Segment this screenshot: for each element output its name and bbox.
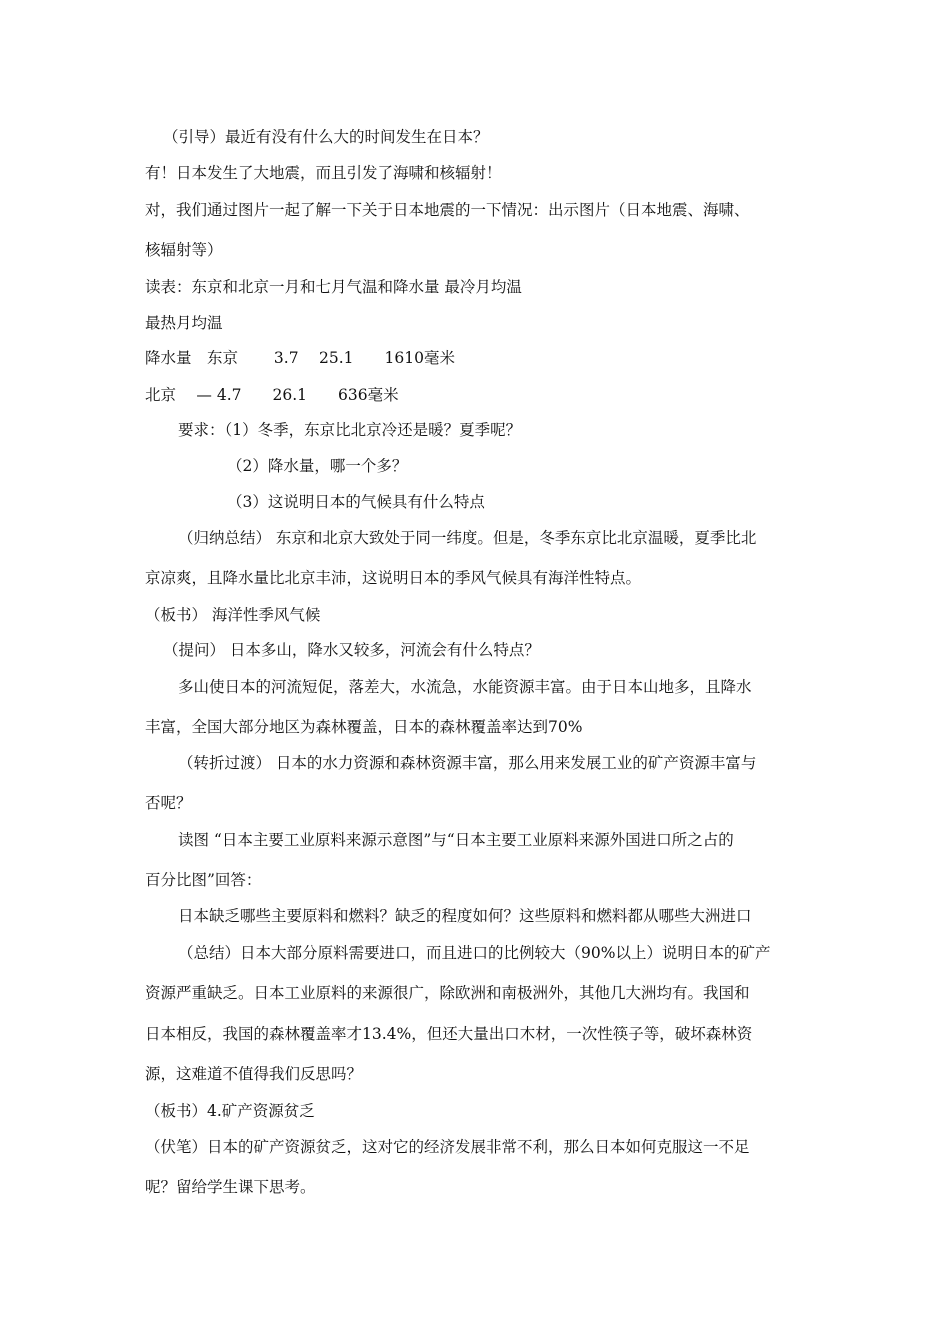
text-line: （伏笔）日本的矿产资源贫乏，这对它的经济发展非常不利，那么日本如何克服这一不足 [145, 1138, 750, 1156]
text-line: （板书）4.矿产资源贫乏 [145, 1102, 315, 1120]
text-line: 丰富，全国大部分地区为森林覆盖，日本的森林覆盖率达到70% [145, 718, 583, 736]
text-line: 读表：东京和北京一月和七月气温和降水量 最冷月均温 [145, 278, 522, 296]
text-line: 京凉爽，且降水量比北京丰沛，这说明日本的季风气候具有海洋性特点。 [145, 569, 642, 587]
text-line: 日本相反，我国的森林覆盖率才13.4%，但还大量出口木材，一次性筷子等，破坏森林资 [145, 1025, 753, 1043]
text-line: 北京 — 4.7 26.1 636毫米 [145, 386, 399, 404]
text-line: 最热月均温 [145, 314, 223, 332]
text-line: 多山使日本的河流短促，落差大，水流急，水能资源丰富。由于日本山地多，且降水 [178, 678, 752, 696]
text-line: 否呢？ [145, 794, 192, 812]
text-line: （引导）最近有没有什么大的时间发生在日本？ [163, 128, 489, 146]
text-line: （总结）日本大部分原料需要进口，而且进口的比例较大（90%以上）说明日本的矿产 [178, 944, 771, 962]
text-line: （2）降水量，哪一个多？ [227, 457, 408, 475]
text-line: 有！日本发生了大地震，而且引发了海啸和核辐射！ [145, 164, 502, 182]
text-line: 要求：（1）冬季，东京比北京冷还是暖？夏季呢？ [178, 421, 522, 439]
text-line: （3）这说明日本的气候具有什么特点 [227, 493, 485, 511]
text-line: （板书） 海洋性季风气候 [145, 606, 321, 624]
text-line: 核辐射等） [145, 241, 223, 259]
text-line: 日本缺乏哪些主要原料和燃料？缺乏的程度如何？这些原料和燃料都从哪些大洲进口 [178, 907, 752, 925]
text-line: 源，这难道不值得我们反思吗？ [145, 1065, 363, 1083]
text-line: 读图 “日本主要工业原料来源示意图”与“日本主要工业原料来源外国进口所之占的 [178, 831, 734, 849]
text-line: 呢？留给学生课下思考。 [145, 1178, 316, 1196]
text-line: （转折过渡） 日本的水力资源和森林资源丰富，那么用来发展工业的矿产资源丰富与 [178, 754, 757, 772]
text-line: 百分比图”回答： [145, 871, 262, 889]
text-line: 资源严重缺乏。日本工业原料的来源很广，除欧洲和南极洲外，其他几大洲均有。我国和 [145, 984, 750, 1002]
text-line: 降水量 东京 3.7 25.1 1610毫米 [145, 349, 455, 367]
text-line: 对，我们通过图片一起了解一下关于日本地震的一下情况：出示图片（日本地震、海啸、 [145, 201, 750, 219]
text-line: （提问） 日本多山，降水又较多，河流会有什么特点？ [163, 641, 540, 659]
text-line: （归纳总结） 东京和北京大致处于同一纬度。但是，冬季东京比北京温暖，夏季比北 [178, 529, 757, 547]
